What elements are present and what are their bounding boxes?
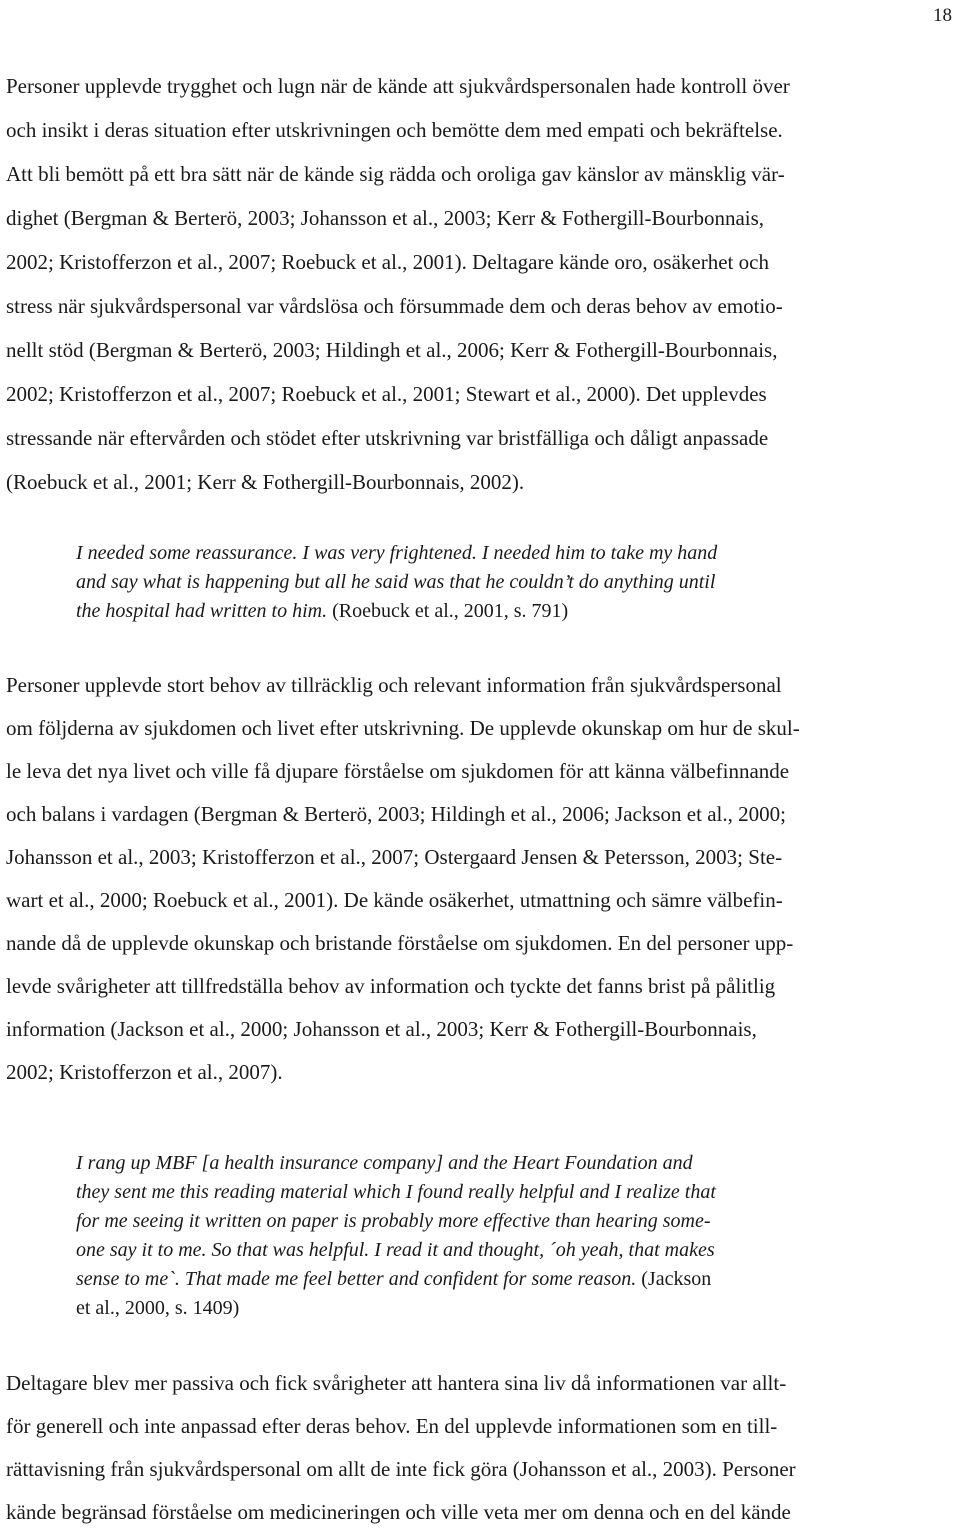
paragraph-line: om följderna av sjukdomen och livet efter utskrivning. De upplevde okunskap om hur de skul-	[6, 716, 800, 740]
paragraph-line: levde svårigheter att tillfredställa behov av information och tyckte det fanns brist på pålitlig	[6, 974, 776, 998]
quote-line	[76, 569, 715, 595]
quote-line	[76, 1295, 239, 1321]
paragraph-line: Deltagare blev mer passiva och fick svårigheter att hantera sina liv då informationen var allt-	[6, 1371, 787, 1395]
quote-italic-text: sense to me`. That made me feel better and confident for some reason.	[76, 1268, 637, 1290]
paragraph-line: och insikt i deras situation efter utskrivningen och bemötte dem med empati och bekräftelse.	[6, 118, 783, 142]
paragraph-line: 2002; Kristofferzon et al., 2007).	[6, 1060, 283, 1084]
paragraph-line: Personer upplevde trygghet och lugn när de kände att sjukvårdspersonalen hade kontroll över	[6, 74, 790, 98]
quote-citation-text: et al., 2000, s. 1409)	[76, 1297, 240, 1319]
quote-line	[76, 1237, 715, 1263]
paragraph-line: stress när sjukvårdspersonal var vårdslösa och försummade dem och deras behov av emotio-	[6, 294, 783, 318]
quote-italic-text: for me seeing it written on paper is probably more effective than hearing some-	[76, 1210, 711, 1232]
quote-line	[76, 1266, 711, 1292]
quote-line	[76, 598, 568, 624]
quote-line	[76, 1208, 711, 1234]
quote-italic-text: I rang up MBF [a health insurance company] and the Heart Foundation and	[76, 1152, 693, 1174]
paragraph-line: Johansson et al., 2003; Kristofferzon et al., 2007; Ostergaard Jensen & Petersson, 2003; Ste-	[6, 845, 783, 869]
quote-line	[76, 1150, 693, 1176]
paragraph-line: Personer upplevde stort behov av tillräcklig och relevant information från sjukvårdspersonal	[6, 673, 782, 697]
paragraph-line: 2002; Kristofferzon et al., 2007; Roebuck et al., 2001). Deltagare kände oro, osäkerhet och	[6, 250, 769, 274]
paragraph-line: wart et al., 2000; Roebuck et al., 2001). De kände osäkerhet, utmattning och sämre välbefin-	[6, 888, 783, 912]
quote-citation-text: (Jackson	[636, 1268, 712, 1290]
paragraph-line: nande då de upplevde okunskap och bristande förståelse om sjukdomen. En del personer upp-	[6, 931, 794, 955]
paragraph-line: för generell och inte anpassad efter deras behov. En del upplevde informationen som en till-	[6, 1414, 778, 1438]
page-number: 18	[933, 5, 952, 26]
quote-italic-text: I needed some reassurance. I was very frightened. I needed him to take my hand	[76, 542, 718, 564]
paragraph-line: (Roebuck et al., 2001; Kerr & Fothergill-Bourbonnais, 2002).	[6, 470, 525, 494]
paragraph-line: stressande när eftervården och stödet efter utskrivning var bristfälliga och dåligt anpassade	[6, 426, 769, 450]
paragraph-line: dighet (Bergman & Berterö, 2003; Johansson et al., 2003; Kerr & Fothergill-Bourbonnais,	[6, 206, 765, 230]
paragraph-line: nellt stöd (Bergman & Berterö, 2003; Hildingh et al., 2006; Kerr & Fothergill-Bourbonnais,	[6, 338, 778, 362]
quote-italic-text: and say what is happening but all he said was that he couldn’t do anything until	[76, 571, 716, 593]
paragraph-line: Att bli bemött på ett bra sätt när de kände sig rädda och oroliga gav känslor av mänsklig vär-	[6, 162, 785, 186]
paragraph-line: och balans i vardagen (Bergman & Berterö, 2003; Hildingh et al., 2006; Jackson et al., 2000;	[6, 802, 786, 826]
paragraph-line: le leva det nya livet och ville få djupare förståelse om sjukdomen för att känna välbefinnande	[6, 759, 790, 783]
paragraph-line: information (Jackson et al., 2000; Johansson et al., 2003; Kerr & Fothergill-Bourbonnais,	[6, 1017, 757, 1041]
quote-line	[76, 1179, 716, 1205]
paragraph-line: rättavisning från sjukvårdspersonal om allt de inte fick göra (Johansson et al., 2003). Personer	[6, 1457, 796, 1481]
quote-italic-text: the hospital had written to him.	[76, 600, 328, 622]
quote-italic-text: they sent me this reading material which I found really helpful and I realize that	[76, 1181, 716, 1203]
quote-italic-text: one say it to me. So that was helpful. I read it and thought, ´oh yeah, that makes	[76, 1239, 715, 1261]
paragraph-line: kände begränsad förståelse om medicineringen och ville veta mer om denna och en del kände	[6, 1500, 791, 1524]
paragraph-line: 2002; Kristofferzon et al., 2007; Roebuck et al., 2001; Stewart et al., 2000). Det upplevdes	[6, 382, 767, 406]
quote-citation-text: (Roebuck et al., 2001, s. 791)	[327, 600, 569, 622]
quote-line	[76, 540, 717, 566]
